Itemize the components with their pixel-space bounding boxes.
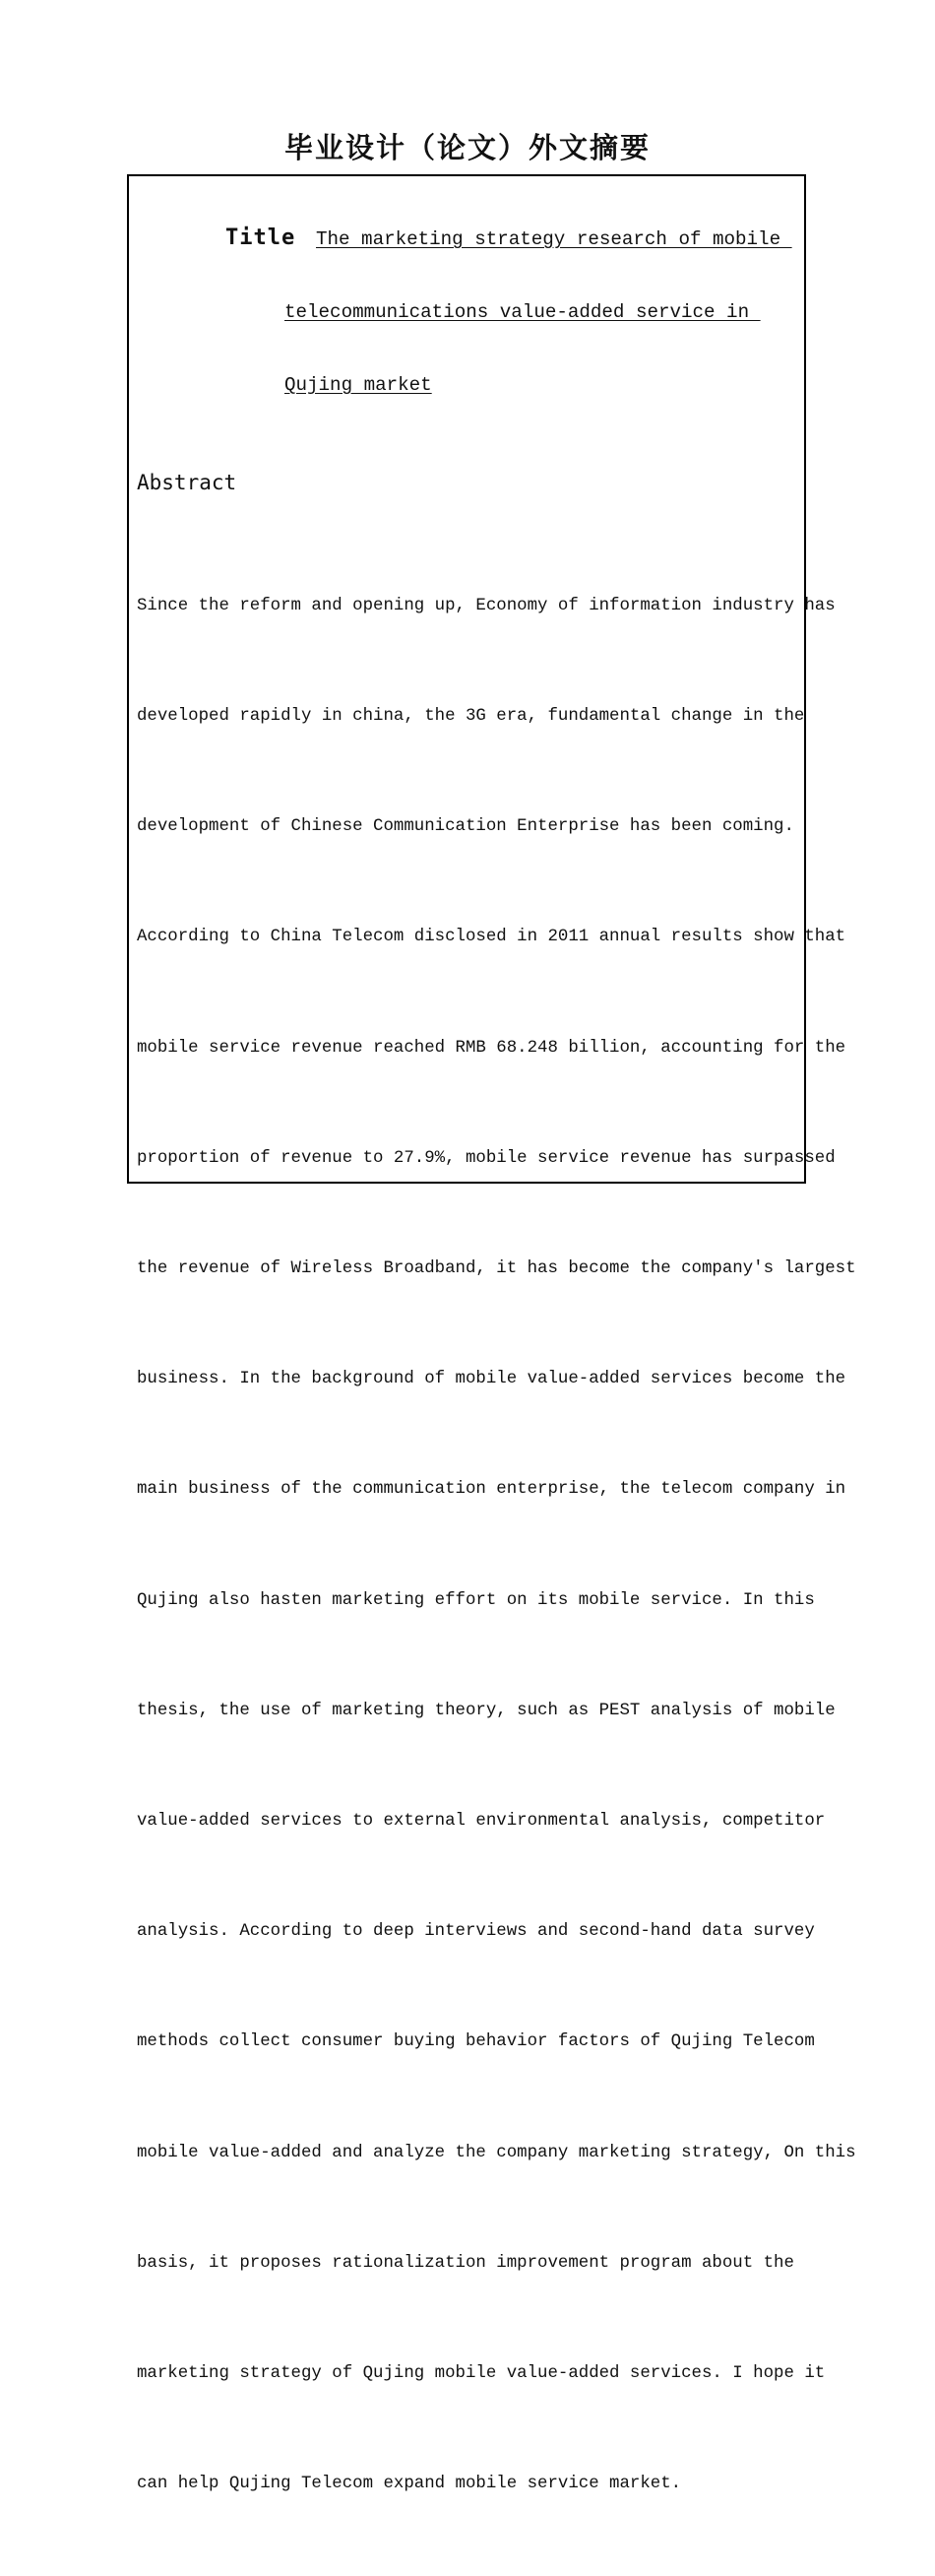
abstract-line: proportion of revenue to 27.9%, mobile service revenue has surpassed [137, 1148, 836, 1168]
abstract-box [127, 174, 856, 2494]
abstract-line: basis, it proposes rationalization improvement program about the [137, 2253, 794, 2273]
abstract-line: main business of the communication enterprise, the telecom company in [137, 1480, 846, 1500]
abstract-line: business. In the background of mobile value-added services become the [137, 1370, 846, 1389]
title-line-1: The marketing strategy research of mobile [316, 228, 792, 250]
abstract-line: According to China Telecom disclosed in 2011 annual results show that [137, 928, 846, 947]
abstract-heading: Abstract [137, 471, 237, 494]
title-line-3: Qujing market [284, 374, 432, 396]
abstract-line: marketing strategy of Qujing mobile value-added services. I hope it [137, 2364, 826, 2384]
abstract-line: developed rapidly in china, the 3G era, fundamental change in the [137, 707, 805, 727]
abstract-line: analysis. According to deep interviews and second-hand data survey [137, 1922, 815, 1942]
abstract-line: value-added services to external environmental analysis, competitor [137, 1812, 826, 1832]
abstract-line: mobile service revenue reached RMB 68.248 billion, accounting for the [137, 1038, 846, 1058]
title-line-2: telecommunications value-added service in [284, 301, 761, 323]
abstract-line: the revenue of Wireless Broadband, it has become the company's largest [137, 1259, 856, 1279]
abstract-line: thesis, the use of marketing theory, such as PEST analysis of mobile [137, 1701, 836, 1720]
abstract-line: methods collect consumer buying behavior factors of Qujing Telecom [137, 2032, 815, 2052]
abstract-line: mobile value-added and analyze the company marketing strategy, On this [137, 2143, 856, 2162]
abstract-line: development of Chinese Communication Enterprise has been coming. [137, 817, 794, 837]
abstract-body [137, 514, 856, 2576]
page-title: 毕业设计（论文）外文摘要 [283, 131, 651, 164]
abstract-line: Qujing also hasten marketing effort on its mobile service. In this [137, 1590, 815, 1610]
abstract-line: Since the reform and opening up, Economy of information industry has [137, 596, 836, 615]
title-label: Title [225, 225, 296, 250]
abstract-line: can help Qujing Telecom expand mobile service market. [137, 2475, 682, 2494]
